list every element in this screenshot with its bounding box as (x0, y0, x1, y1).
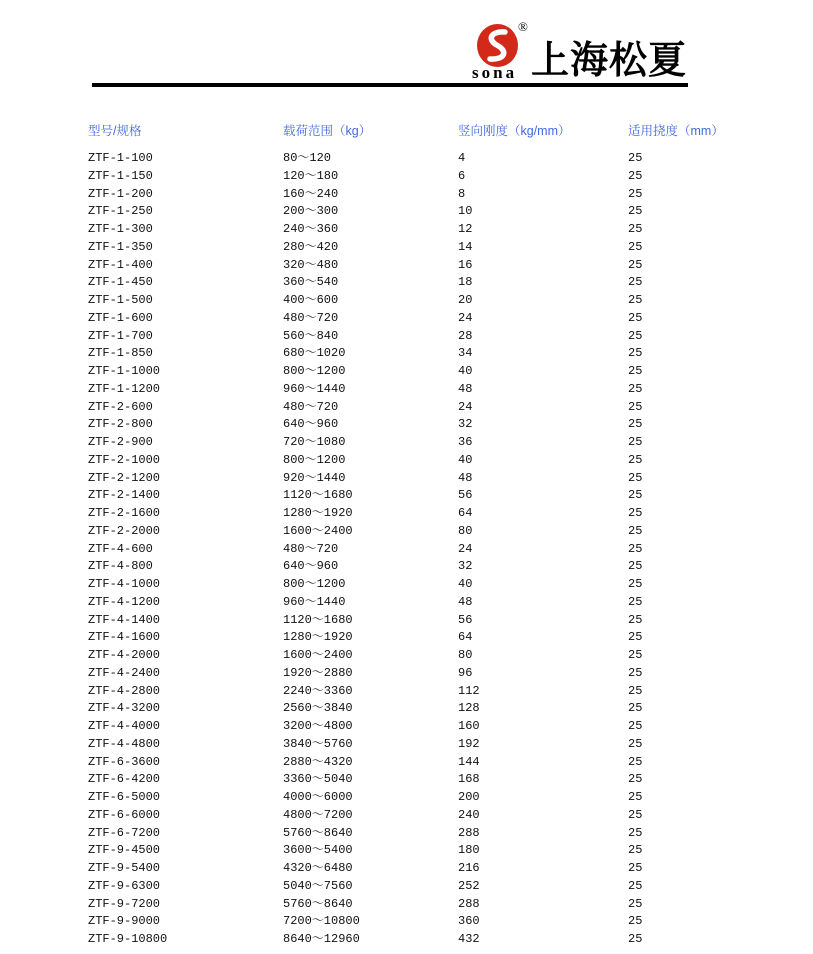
cell-stiffness: 360 (458, 914, 480, 929)
column-header-load-range: 载荷范围（kg） (283, 124, 372, 138)
cell-deflection: 25 (628, 896, 643, 911)
cell-load_range: 4800～7200 (283, 807, 353, 822)
cell-load_range: 4320～6480 (283, 861, 353, 875)
cell-model: ZTF-2-1200 (88, 470, 161, 485)
table-row (88, 647, 768, 665)
cell-model: ZTF-4-1200 (88, 594, 161, 609)
cell-model: ZTF-6-4200 (88, 772, 161, 787)
cell-load_range: 800～1200 (283, 452, 346, 467)
cell-deflection: 25 (628, 719, 643, 733)
cell-model: ZTF-2-1400 (88, 488, 161, 503)
sona-logo-text: sona (472, 63, 518, 82)
cell-load_range: 2880～4320 (283, 754, 353, 769)
table-row (88, 807, 768, 825)
cell-model: ZTF-4-600 (88, 541, 153, 556)
cell-deflection: 25 (628, 328, 643, 343)
cell-model: ZTF-9-6300 (88, 878, 161, 893)
table-row (88, 203, 768, 221)
table-row (88, 736, 768, 754)
cell-stiffness: 18 (458, 275, 473, 290)
cell-deflection: 25 (628, 488, 643, 503)
cell-deflection: 25 (628, 594, 643, 609)
table-row (88, 505, 768, 523)
cell-deflection: 25 (628, 275, 643, 290)
cell-load_range: 1280～1920 (283, 506, 353, 520)
cell-model: ZTF-1-200 (88, 186, 153, 201)
table-row (88, 416, 768, 434)
cell-load_range: 1120～1680 (283, 488, 353, 503)
table-row (88, 363, 768, 381)
cell-deflection: 25 (628, 630, 643, 645)
cell-model: ZTF-1-850 (88, 346, 153, 361)
cell-load_range: 3600～5400 (283, 843, 353, 858)
cell-deflection: 25 (628, 754, 643, 769)
cell-model: ZTF-1-400 (88, 257, 153, 272)
cell-load_range: 4000～6000 (283, 790, 353, 804)
cell-stiffness: 200 (458, 790, 480, 804)
cell-stiffness: 36 (458, 435, 473, 449)
cell-stiffness: 28 (458, 328, 473, 343)
table-row (88, 842, 768, 860)
cell-stiffness: 12 (458, 222, 473, 236)
cell-stiffness: 432 (458, 932, 480, 946)
table-row (88, 345, 768, 363)
cell-stiffness: 240 (458, 807, 480, 822)
cell-stiffness: 48 (458, 381, 473, 396)
cell-deflection: 25 (628, 612, 643, 627)
cell-deflection: 25 (628, 559, 643, 574)
cell-deflection: 25 (628, 843, 643, 858)
cell-stiffness: 24 (458, 310, 473, 325)
cell-load_range: 8640～12960 (283, 932, 360, 946)
cell-stiffness: 80 (458, 648, 473, 662)
cell-deflection: 25 (628, 239, 643, 254)
cell-deflection: 25 (628, 452, 643, 467)
cell-load_range: 560～840 (283, 328, 339, 343)
cell-load_range: 5760～8640 (283, 825, 353, 840)
cell-model: ZTF-1-100 (88, 151, 153, 165)
cell-load_range: 200～300 (283, 204, 339, 219)
cell-model: ZTF-6-5000 (88, 790, 161, 804)
table-row (88, 612, 768, 630)
cell-deflection: 25 (628, 648, 643, 662)
table-row (88, 789, 768, 807)
cell-deflection: 25 (628, 257, 643, 272)
cell-load_range: 240～360 (283, 222, 339, 236)
spec-table-body (88, 150, 768, 949)
cell-stiffness: 192 (458, 736, 480, 751)
cell-stiffness: 180 (458, 843, 480, 858)
cell-load_range: 3200～4800 (283, 719, 353, 733)
cell-model: ZTF-6-7200 (88, 825, 161, 840)
cell-deflection: 25 (628, 541, 643, 556)
table-row (88, 718, 768, 736)
cell-deflection: 25 (628, 506, 643, 520)
table-row (88, 523, 768, 541)
column-header-deflection: 适用挠度（mm） (628, 124, 724, 138)
cell-deflection: 25 (628, 914, 643, 929)
cell-model: ZTF-4-3200 (88, 701, 161, 716)
cell-deflection: 25 (628, 151, 643, 165)
cell-deflection: 25 (628, 293, 643, 307)
cell-stiffness: 96 (458, 665, 473, 680)
cell-load_range: 160～240 (283, 186, 339, 201)
cell-load_range: 360～540 (283, 275, 339, 290)
cell-load_range: 400～600 (283, 293, 339, 307)
table-row (88, 896, 768, 914)
cell-model: ZTF-6-3600 (88, 754, 161, 769)
cell-model: ZTF-4-1600 (88, 630, 161, 645)
cell-model: ZTF-2-800 (88, 417, 153, 432)
table-row (88, 399, 768, 417)
table-row (88, 257, 768, 275)
cell-stiffness: 168 (458, 772, 480, 787)
cell-model: ZTF-4-800 (88, 559, 153, 574)
cell-deflection: 25 (628, 683, 643, 698)
cell-load_range: 280～420 (283, 239, 339, 254)
cell-stiffness: 32 (458, 559, 473, 574)
cell-model: ZTF-1-600 (88, 310, 153, 325)
table-header-row (88, 123, 768, 139)
table-row (88, 328, 768, 346)
table-row (88, 150, 768, 168)
cell-deflection: 25 (628, 399, 643, 414)
table-row (88, 274, 768, 292)
cell-stiffness: 16 (458, 257, 473, 272)
cell-load_range: 2560～3840 (283, 701, 353, 716)
cell-deflection: 25 (628, 435, 643, 449)
table-row (88, 541, 768, 559)
table-row (88, 931, 768, 949)
cell-load_range: 720～1080 (283, 435, 346, 449)
cell-load_range: 800～1200 (283, 364, 346, 378)
cell-load_range: 320～480 (283, 257, 339, 272)
cell-load_range: 120～180 (283, 168, 339, 183)
cell-deflection: 25 (628, 932, 643, 946)
cell-stiffness: 128 (458, 701, 480, 716)
cell-deflection: 25 (628, 665, 643, 680)
cell-stiffness: 64 (458, 506, 473, 520)
cell-load_range: 3360～5040 (283, 772, 353, 787)
cell-load_range: 80～120 (283, 151, 332, 165)
cell-stiffness: 144 (458, 754, 480, 769)
table-row (88, 239, 768, 257)
cell-model: ZTF-1-1200 (88, 381, 161, 396)
cell-model: ZTF-4-4000 (88, 719, 161, 733)
table-row (88, 310, 768, 328)
spec-table (88, 123, 768, 949)
table-row (88, 292, 768, 310)
cell-model: ZTF-2-600 (88, 399, 153, 414)
cell-model: ZTF-6-6000 (88, 807, 161, 822)
cell-stiffness: 32 (458, 417, 473, 432)
cell-load_range: 800～1200 (283, 577, 346, 591)
cell-model: ZTF-4-2800 (88, 683, 161, 698)
table-row (88, 452, 768, 470)
table-row (88, 470, 768, 488)
cell-model: ZTF-9-5400 (88, 861, 161, 875)
cell-model: ZTF-9-4500 (88, 843, 161, 858)
registered-trademark-mark: ® (518, 19, 528, 34)
cell-model: ZTF-2-1600 (88, 506, 161, 520)
table-row (88, 754, 768, 772)
cell-deflection: 25 (628, 381, 643, 396)
cell-stiffness: 40 (458, 452, 473, 467)
cell-model: ZTF-4-1400 (88, 612, 161, 627)
table-row (88, 629, 768, 647)
cell-deflection: 25 (628, 701, 643, 716)
table-row (88, 186, 768, 204)
cell-stiffness: 6 (458, 168, 466, 183)
cell-load_range: 7200～10800 (283, 914, 360, 929)
table-row (88, 576, 768, 594)
cell-deflection: 25 (628, 222, 643, 236)
cell-model: ZTF-2-1000 (88, 452, 161, 467)
cell-deflection: 25 (628, 168, 643, 183)
table-row (88, 168, 768, 186)
cell-load_range: 680～1020 (283, 346, 346, 361)
cell-deflection: 25 (628, 807, 643, 822)
cell-stiffness: 216 (458, 861, 480, 875)
table-row (88, 381, 768, 399)
table-row (88, 683, 768, 701)
company-name: 上海松夏 (531, 40, 688, 82)
table-row (88, 913, 768, 931)
cell-load_range: 1600～2400 (283, 523, 353, 538)
cell-deflection: 25 (628, 417, 643, 432)
cell-model: ZTF-2-900 (88, 435, 153, 449)
cell-stiffness: 10 (458, 204, 473, 219)
cell-load_range: 640～960 (283, 559, 339, 574)
cell-deflection: 25 (628, 186, 643, 201)
cell-model: ZTF-9-10800 (88, 932, 168, 946)
cell-stiffness: 56 (458, 612, 473, 627)
cell-deflection: 25 (628, 204, 643, 219)
cell-load_range: 480～720 (283, 399, 339, 414)
header-divider (92, 83, 688, 87)
table-row (88, 771, 768, 789)
cell-deflection: 25 (628, 878, 643, 893)
cell-stiffness: 160 (458, 719, 480, 733)
cell-stiffness: 80 (458, 523, 473, 538)
sona-logo-icon (477, 24, 518, 67)
cell-stiffness: 56 (458, 488, 473, 503)
cell-load_range: 1600～2400 (283, 648, 353, 662)
cell-model: ZTF-9-9000 (88, 914, 161, 929)
cell-load_range: 960～1440 (283, 594, 346, 609)
cell-load_range: 5040～7560 (283, 878, 353, 893)
cell-model: ZTF-1-150 (88, 168, 153, 183)
cell-model: ZTF-1-300 (88, 222, 153, 236)
cell-stiffness: 20 (458, 293, 473, 307)
cell-model: ZTF-1-350 (88, 239, 153, 254)
table-row (88, 825, 768, 843)
cell-deflection: 25 (628, 346, 643, 361)
cell-load_range: 2240～3360 (283, 683, 353, 698)
cell-load_range: 480～720 (283, 310, 339, 325)
cell-deflection: 25 (628, 577, 643, 591)
cell-stiffness: 40 (458, 577, 473, 591)
cell-stiffness: 40 (458, 364, 473, 378)
cell-load_range: 3840～5760 (283, 736, 353, 751)
cell-model: ZTF-1-450 (88, 275, 153, 290)
cell-load_range: 920～1440 (283, 470, 346, 485)
cell-stiffness: 48 (458, 594, 473, 609)
table-row (88, 558, 768, 576)
cell-deflection: 25 (628, 790, 643, 804)
cell-load_range: 5760～8640 (283, 896, 353, 911)
cell-load_range: 640～960 (283, 417, 339, 432)
column-header-stiffness: 竖向刚度（kg/mm） (458, 124, 571, 138)
cell-stiffness: 34 (458, 346, 473, 361)
cell-stiffness: 24 (458, 399, 473, 414)
cell-deflection: 25 (628, 736, 643, 751)
cell-stiffness: 112 (458, 683, 480, 698)
cell-deflection: 25 (628, 310, 643, 325)
cell-model: ZTF-1-250 (88, 204, 153, 219)
cell-model: ZTF-2-2000 (88, 523, 161, 538)
cell-deflection: 25 (628, 861, 643, 875)
table-row (88, 878, 768, 896)
cell-model: ZTF-4-4800 (88, 736, 161, 751)
table-row (88, 221, 768, 239)
cell-model: ZTF-4-2000 (88, 648, 161, 662)
cell-load_range: 480～720 (283, 541, 339, 556)
cell-stiffness: 4 (458, 151, 466, 165)
cell-load_range: 1120～1680 (283, 612, 353, 627)
table-row (88, 434, 768, 452)
cell-model: ZTF-9-7200 (88, 896, 161, 911)
cell-stiffness: 64 (458, 630, 473, 645)
cell-stiffness: 24 (458, 541, 473, 556)
cell-deflection: 25 (628, 523, 643, 538)
cell-deflection: 25 (628, 470, 643, 485)
cell-model: ZTF-1-700 (88, 328, 153, 343)
cell-stiffness: 252 (458, 878, 480, 893)
cell-load_range: 1920～2880 (283, 665, 353, 680)
cell-model: ZTF-4-1000 (88, 577, 161, 591)
cell-stiffness: 8 (458, 186, 466, 201)
cell-load_range: 960～1440 (283, 381, 346, 396)
cell-deflection: 25 (628, 364, 643, 378)
table-row (88, 860, 768, 878)
cell-deflection: 25 (628, 772, 643, 787)
cell-deflection: 25 (628, 825, 643, 840)
table-row (88, 594, 768, 612)
table-row (88, 700, 768, 718)
cell-load_range: 1280～1920 (283, 630, 353, 645)
cell-model: ZTF-4-2400 (88, 665, 161, 680)
cell-stiffness: 48 (458, 470, 473, 485)
cell-stiffness: 288 (458, 896, 480, 911)
cell-stiffness: 288 (458, 825, 480, 840)
table-row (88, 487, 768, 505)
cell-stiffness: 14 (458, 239, 473, 254)
table-row (88, 665, 768, 683)
cell-model: ZTF-1-1000 (88, 364, 161, 378)
cell-model: ZTF-1-500 (88, 293, 153, 307)
column-header-model: 型号/规格 (88, 124, 142, 138)
